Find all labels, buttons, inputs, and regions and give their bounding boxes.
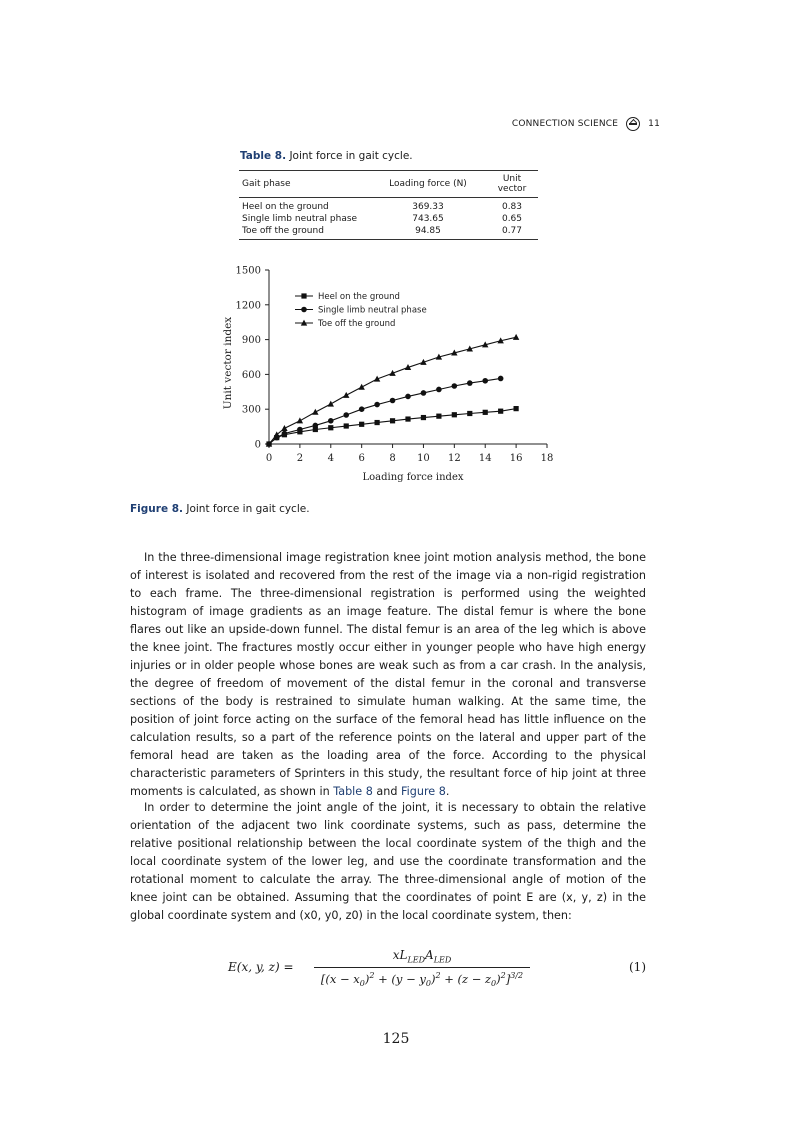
- y-tick-label: 300: [241, 404, 261, 416]
- paragraph-text: In order to determine the joint angle of the joint, it is necessary to obtain the relative orientation of the adjacent two link coordinate systems, such as pass, determine the relative positional relationship between the local coordinate system of the thigh and the local coordinate system of the lower leg, and use the coordinate transformation and the rotational moment to calculate the array. The three-dimensional angle of motion of the knee joint can be obtained. Assuming that the coordinates of point E are (x, y, z) in the global coordinate system and (x0, y0, z0) in the local coordinate system, then:: [130, 801, 646, 922]
- table-header-gait-phase: Gait phase: [239, 171, 370, 198]
- figure-reference-link[interactable]: Figure 8: [401, 785, 446, 798]
- data-point: [405, 416, 410, 421]
- series-triangle: [266, 334, 520, 447]
- data-point: [358, 384, 364, 390]
- table-row: [239, 225, 538, 240]
- data-point: [328, 401, 334, 407]
- equation-lhs: E(x, y, z) =: [228, 960, 294, 974]
- x-tick-label: 2: [296, 453, 304, 464]
- x-tick-label: 4: [327, 453, 334, 464]
- x-tick-label: 8: [389, 453, 396, 464]
- running-head-page: 11: [648, 119, 660, 129]
- data-point: [359, 422, 364, 427]
- legend-marker: [301, 307, 307, 313]
- y-tick-label: 0: [254, 439, 261, 451]
- data-point: [390, 418, 395, 423]
- data-point: [281, 425, 287, 431]
- x-axis-label: Loading force index: [362, 472, 464, 483]
- figure-label: Figure 8.: [130, 503, 184, 515]
- equation-numerator: $xL_{LED}A_{LED}$: [314, 948, 530, 968]
- x-tick-label: 12: [447, 453, 461, 464]
- table-caption: [240, 150, 413, 162]
- figure-caption-text: Joint force in gait cycle.: [186, 503, 310, 515]
- data-point: [328, 425, 333, 430]
- data-point: [467, 411, 472, 416]
- x-tick-label: 14: [478, 453, 492, 464]
- table-label: Table 8.: [240, 150, 287, 162]
- table-cell: Heel on the ground: [242, 202, 329, 212]
- joint-force-table: [239, 170, 538, 240]
- table-row: [239, 198, 538, 214]
- data-point: [514, 406, 519, 411]
- data-point: [483, 410, 488, 415]
- x-tick-label: 6: [358, 453, 365, 464]
- y-axis-label: Unit vector index: [222, 316, 234, 410]
- data-point: [328, 418, 334, 424]
- running-head: [470, 116, 660, 132]
- table-cell: 0.83: [501, 202, 523, 212]
- paragraph-text: .: [445, 785, 450, 798]
- data-point: [452, 383, 458, 389]
- x-tick-label: 18: [540, 453, 554, 464]
- y-tick-label: 600: [241, 369, 261, 381]
- data-point: [467, 380, 473, 386]
- table-cell: 369.33: [412, 202, 444, 212]
- data-point: [313, 423, 319, 429]
- paragraph-registration: [130, 549, 646, 801]
- table-header-unit-vector: Unit vector: [486, 171, 538, 198]
- data-point: [297, 417, 303, 423]
- table-header-row: [239, 171, 538, 198]
- table-title: Joint force in gait cycle.: [289, 150, 413, 162]
- paragraph-joint-angle: [130, 799, 646, 925]
- data-point: [344, 423, 349, 428]
- legend-marker: [301, 293, 306, 298]
- equation-number: (1): [629, 960, 646, 974]
- page-number: 125: [382, 1031, 410, 1047]
- data-point: [343, 412, 349, 418]
- x-tick-label: 10: [417, 453, 430, 464]
- equation-denominator: $[(x - x_0)^2 + (y - y_0)^2 + (z - z_0)^2]^{3/2}$: [320, 971, 524, 989]
- legend-label: Single limb neutral phase: [318, 305, 427, 316]
- figure-caption: [130, 503, 310, 515]
- journal-name: CONNECTION SCIENCE: [511, 119, 619, 129]
- data-point: [297, 427, 303, 433]
- chart-series: [266, 334, 520, 447]
- data-point: [498, 409, 503, 414]
- legend-label: Heel on the ground: [318, 292, 400, 302]
- data-point: [452, 412, 457, 417]
- table-cell: 0.77: [486, 225, 538, 240]
- data-point: [498, 376, 504, 382]
- table-reference-link[interactable]: Table 8: [333, 785, 373, 798]
- data-point: [421, 415, 426, 420]
- journal-logo-icon: [626, 117, 640, 131]
- data-point: [312, 409, 318, 415]
- table-cell: Single limb neutral phase: [242, 214, 358, 224]
- table-header-loading-force: Loading force (N): [370, 171, 486, 198]
- paragraph-text: In the three-dimensional image registration knee joint motion analysis method, the bone of interest is isolated and recovered from the rest of the image via a non-rigid registration to each frame. The three-dimensional registration is performed using the weighted histogram of image gradients as an image feature. The distal femur is where the bone flares out like an upside-down funnel. The distal femur is an area of the leg which is above the knee joint. The fractures mostly occur either in younger people who have high energy injuries or in older people whose bones are weak such as from a car crash. In the analysis, the degree of freedom of movement of the distal femur in the coronal and transverse sections of the body is restrained to simulate human walking. At the same time, the position of joint force acting on the surface of the femoral head has little influence on the calculation results, so a part of the reference points on the lateral and upper part of the femoral head are taken as the loading area of the force. According to the physical characteristic parameters of Sprinters in this study, the resultant force of hip joint at three moments is calculated, as shown in: [130, 551, 646, 798]
- data-point: [282, 431, 288, 437]
- joint-force-chart: [215, 258, 565, 490]
- data-point: [390, 398, 396, 404]
- y-tick-label: 900: [241, 335, 261, 347]
- data-point: [513, 334, 519, 340]
- data-point: [375, 420, 380, 425]
- equation-1: [130, 948, 646, 988]
- y-tick-label: 1200: [235, 300, 261, 312]
- table-row: [239, 213, 538, 225]
- y-tick-label: 1500: [235, 265, 261, 277]
- data-point: [343, 392, 349, 398]
- table-cell: 743.65: [412, 214, 444, 224]
- data-point: [436, 414, 441, 419]
- series-line: [269, 378, 501, 444]
- x-tick-label: 0: [265, 453, 273, 464]
- data-point: [359, 406, 365, 412]
- table-cell: 0.65: [501, 214, 523, 224]
- table-cell: Toe off the ground: [239, 225, 370, 240]
- equation-fraction: [314, 948, 530, 989]
- table-cell: 94.85: [370, 225, 486, 240]
- chart-legend: [295, 292, 427, 329]
- data-point: [482, 378, 488, 384]
- data-point: [405, 394, 411, 400]
- paragraph-text: and: [372, 785, 402, 798]
- series-line: [269, 409, 516, 444]
- x-tick-label: 16: [509, 453, 523, 464]
- series-square: [266, 406, 518, 447]
- data-point: [436, 387, 442, 393]
- data-point: [374, 402, 380, 408]
- data-point: [421, 390, 427, 396]
- legend-label: Toe off the ground: [318, 319, 396, 329]
